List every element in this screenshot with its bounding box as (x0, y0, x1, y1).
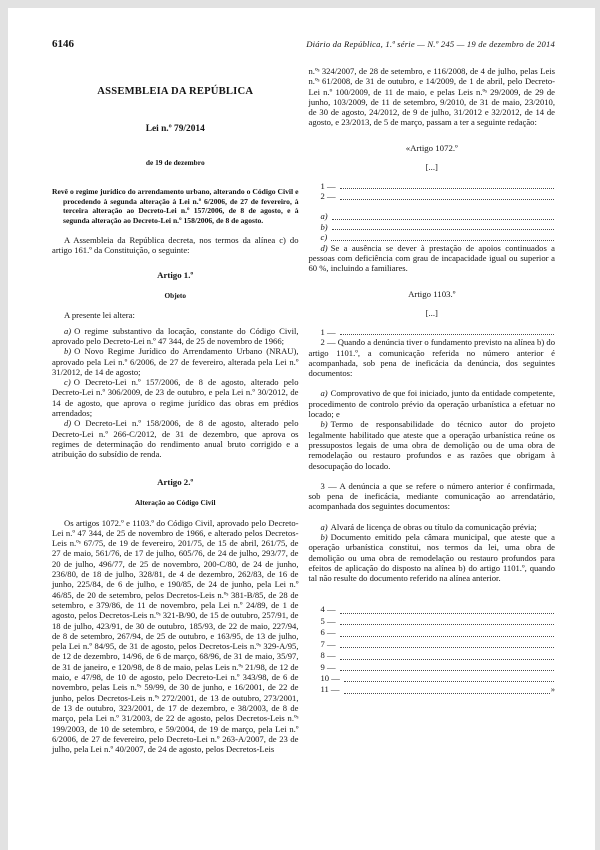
line-marker: 10 — (320, 672, 340, 683)
clause-3-paragraph: 3 — A denúncia a que se refere o número anterior é confirmada, sob pena de ineficácia, mediante comunicação ao arrendatário, acompanhada dos seguintes documentos: (308, 480, 555, 512)
list-item (52, 418, 299, 459)
clause-2-paragraph: 2 — Quando a denúncia tiver o fundamento previsto na alínea b) do artigo 1101.º, a comunicação referida no número anterior é acompanhada, sob pena de ineficácia da denúncia, dos seguintes documentos: (308, 337, 555, 379)
line-marker: 8 — (320, 650, 336, 661)
dotted-leader (332, 219, 554, 220)
dotted-leader (344, 681, 554, 682)
blank-line (309, 616, 556, 627)
line-marker: 6 — (320, 627, 336, 638)
line-marker: b) (320, 221, 328, 232)
dotted-leader (331, 240, 554, 241)
item-marker: b) (320, 531, 328, 542)
article-2-title: Artigo 2.º (157, 476, 194, 487)
dotted-leader (340, 670, 554, 671)
line-suffix: » (550, 684, 555, 695)
blank-line (309, 232, 556, 243)
blank-line (309, 191, 556, 202)
article-1-title: Artigo 1.º (157, 270, 194, 281)
gazette-page (8, 8, 595, 850)
line-marker: 4 — (320, 604, 336, 615)
article-1072-letter-blanks (309, 211, 556, 243)
clause-3-items (309, 522, 556, 584)
preamble: A Assembleia da República decreta, nos termos da alínea c) do artigo 161.º da Constituição, o seguinte: (52, 234, 299, 256)
dotted-leader (340, 613, 554, 614)
item-d-paragraph (309, 243, 556, 274)
list-item (309, 522, 556, 532)
item-marker: a) (320, 388, 328, 399)
blank-line (309, 604, 556, 615)
continuation-paragraph: n.ºˢ 324/2007, de 28 de setembro, e 116/2008, de 4 de julho, pelas Leis n.ºˢ 61/2008, de 31 de outubro, e 14/2009, de 1 de abril, pelo Decreto-Lei n.º 100/2009, de 11 de maio, e pelas Leis n.ºˢ 29/2009, de 29 de junho, 103/2009, de 11 de setembro, 9/2010, de 31 de maio, 23/2010, de 30 de agosto, 24/2012, de 9 de julho, 31/2012 e 32/2012, de 14 de agosto, e 23/2013, de 5 de março, passam a ter a seguinte redação: (308, 66, 555, 128)
dotted-leader (340, 659, 554, 660)
right-column (309, 66, 556, 754)
list-item (309, 388, 556, 419)
item-marker: d) (64, 418, 72, 429)
item-marker: b) (64, 346, 72, 357)
item-text: Se a ausência se dever à prestação de apoios continuados a pessoas com deficiência com grau de incapacidade igual ou superior a 60 %, incluindo a familiares. (308, 242, 555, 274)
list-item (52, 326, 299, 347)
line-marker: 9 — (320, 661, 336, 672)
page-number: 6146 (52, 38, 74, 50)
line-marker: 7 — (320, 638, 336, 649)
article-1-items (52, 326, 299, 460)
edition-info: Diário da República, 1.ª série — N.º 245 — 19 de dezembro de 2014 (306, 39, 555, 49)
article-1103-numbered-blanks (309, 604, 556, 695)
item-text: Comprovativo de que foi iniciado, junto da entidade competente, procedimento de controlo prévio da operação urbanística a efetuar no locado; e (308, 388, 555, 420)
omitted-text-marker: [...] (425, 307, 438, 318)
law-date: de 19 de dezembro (145, 158, 205, 167)
blank-line (309, 673, 556, 684)
page-header (52, 38, 555, 50)
blank-line (309, 181, 556, 192)
clause-2-items (309, 388, 556, 470)
left-column (52, 66, 299, 754)
quoted-article-1072-title: «Artigo 1072.º (405, 142, 458, 153)
dotted-leader (340, 334, 554, 335)
list-item (309, 532, 556, 583)
dotted-leader (332, 229, 554, 230)
dotted-leader (340, 624, 554, 625)
article-1072-numbered-blanks (309, 181, 556, 202)
line-marker: c) (320, 232, 328, 243)
line-marker: 5 — (320, 615, 336, 626)
law-summary: Revê o regime jurídico do arrendamento urbano, alterando o Código Civil e procedendo à segunda alteração à Lei n.º 6/2006, de 27 de fevereiro, à terceira alteração ao Decreto-Lei n.º 157/2006, de 8 de agosto, e à segunda alteração ao Decreto-Lei n.º 158/2006, de 8 de agosto. (52, 187, 299, 226)
article-1-lead: A presente lei altera: (64, 310, 135, 321)
line-marker: 11 — (320, 684, 340, 695)
dotted-leader (340, 647, 554, 648)
blank-line (309, 222, 556, 233)
item-marker: d) (320, 242, 328, 253)
blank-line (309, 211, 556, 222)
two-column-body (52, 66, 555, 754)
blank-line (309, 684, 556, 695)
quoted-article-1103-title: Artigo 1103.º (408, 288, 456, 299)
blank-line (309, 650, 556, 661)
list-item (52, 346, 299, 377)
article-1-subtitle: Objeto (164, 291, 186, 301)
item-text: O Decreto-Lei n.º 157/2006, de 8 de agosto, alterado pelo Decreto-Lei n.º 306/2009, de 23 de outubro, e pela Lei n.º 30/2012, de 14 de agosto, que aprova o regime jurídico das obras em prédios arrendados; (52, 377, 299, 419)
line-marker: 2 — (320, 191, 336, 202)
dotted-leader (340, 199, 554, 200)
item-marker: a) (64, 325, 72, 336)
item-text: Documento emitido pela câmara municipal, que ateste que a operação urbanística constitui, nos termos da lei, uma obra de demolição ou uma obra de remodelação ou restauro profundos para efeitos de aplicação do disposto na alínea b) do artigo 1101.º, quando tal não resulte do documento referido na alínea anterior. (308, 531, 555, 584)
blank-line (309, 639, 556, 650)
line-marker: 1 — (320, 326, 336, 337)
institution-heading: ASSEMBLEIA DA REPÚBLICA (97, 86, 254, 97)
dotted-leader (344, 693, 550, 694)
dotted-leader (340, 636, 554, 637)
dotted-leader (340, 188, 554, 189)
item-marker: c) (64, 377, 71, 388)
blank-line (309, 327, 556, 338)
line-marker: a) (320, 210, 328, 221)
blank-line (309, 662, 556, 673)
law-number: Lei n.º 79/2014 (145, 124, 205, 134)
line-marker: 1 — (320, 180, 336, 191)
item-marker: b) (320, 419, 328, 430)
item-text: O regime substantivo da locação, constante do Código Civil, aprovado pelo Decreto-Lei n.º 47 344, de 25 de novembro de 1966; (52, 325, 299, 346)
blank-line (309, 627, 556, 638)
omitted-text-marker: [...] (425, 161, 438, 172)
item-text: Termo de responsabilidade do técnico autor do projeto legalmente habilitado que ateste que a operação urbanística reúne os pressupostos legais de uma obra de demolição ou de uma obra de remodelação ou restauro profundos e as razões que obrigam à desocupação do locado. (308, 419, 555, 471)
item-text: O Decreto-Lei n.º 158/2006, de 8 de agosto, alterado pelo Decreto-Lei n.º 266-C/2012, de 31 de dezembro, que aprova os regimes de determinação do rendimento anual bruto corrigido e a atribuição do subsídio de renda. (52, 418, 299, 460)
item-marker: a) (320, 521, 328, 532)
list-item (52, 377, 299, 418)
article-1103-blank-1 (309, 327, 556, 338)
item-text: Alvará de licença de obras ou título da comunicação prévia; (330, 521, 537, 532)
list-item (309, 419, 556, 470)
article-2-subtitle: Alteração ao Código Civil (135, 497, 216, 507)
article-2-body: Os artigos 1072.º e 1103.º do Código Civil, aprovado pelo Decreto-Lei n.º 47 344, de 25 de novembro de 1966, e alterado pelos Decretos-Leis n.ºˢ 67/75, de 19 de fevereiro, 201/75, de 15 de abril, 261/75, de 27 de maio, 561/76, de 17 de julho, 605/76, de 24 de julho, 293/77, de 20 de julho, 496/77, de 25 de novembro, 200-C/80, de 24 de junho, 236/80, de 18 de julho, 328/81, de 4 de dezembro, 262/83, de 16 de junho, 225/84, de 6 de julho, e 190/85, de 24 de junho, pela Lei n.º 46/85, de 20 de setembro, pelos Decretos-Leis n.ºˢ 381-B/85, de 28 de setembro, e 379/86, de 11 de novembro, pela Lei n.º 24/89, de 1 de agosto, pelos Decretos-Leis n.ºˢ 321-B/90, de 15 de outubro, 257/91, de 18 de julho, 423/91, de 30 de outubro, 185/93, de 22 de maio, 227/94, de 8 de setembro, 267/94, de 25 de outubro, e 163/95, de 13 de julho, pela Lei n.º 84/95, de 31 de agosto, pelos Decretos-Leis n.ºˢ 329-A/95, de 12 de dezembro, 14/96, de 6 de março, 68/96, de 31 de maio, 35/97, de 31 de janeiro, e 120/98, de 8 de maio, pelas Leis n.ºˢ 21/98, de 12 de maio, e 47/98, de 10 de agosto, pelo Decreto-Lei n.º 343/98, de 6 de novembro, pelas Leis n.ºˢ 59/99, de 30 de junho, e 16/2001, de 22 de junho, pelos Decretos-Leis n.ºˢ 272/2001, de 13 de outubro, 273/2001, de 13 de outubro, 323/2001, de 17 de dezembro, e 38/2003, de 8 de março, pela Lei n.º 31/2003, de 22 de agosto, pelos Decretos-Leis n.ºˢ 199/2003, de 10 de setembro, e 59/2004, de 19 de março, pela Lei n.º 6/2006, de 27 de fevereiro, pelo Decreto-Lei n.º 263-A/2007, de 23 de julho, pela Lei n.º 40/2007, de 24 de agosto, pelos Decretos-Leis (52, 517, 299, 755)
item-text: O Novo Regime Jurídico do Arrendamento Urbano (NRAU), aprovado pela Lei n.º 6/2006, de 27 de fevereiro, alterada pela Lei n.º 31/2012, de 14 de agosto; (52, 346, 299, 377)
